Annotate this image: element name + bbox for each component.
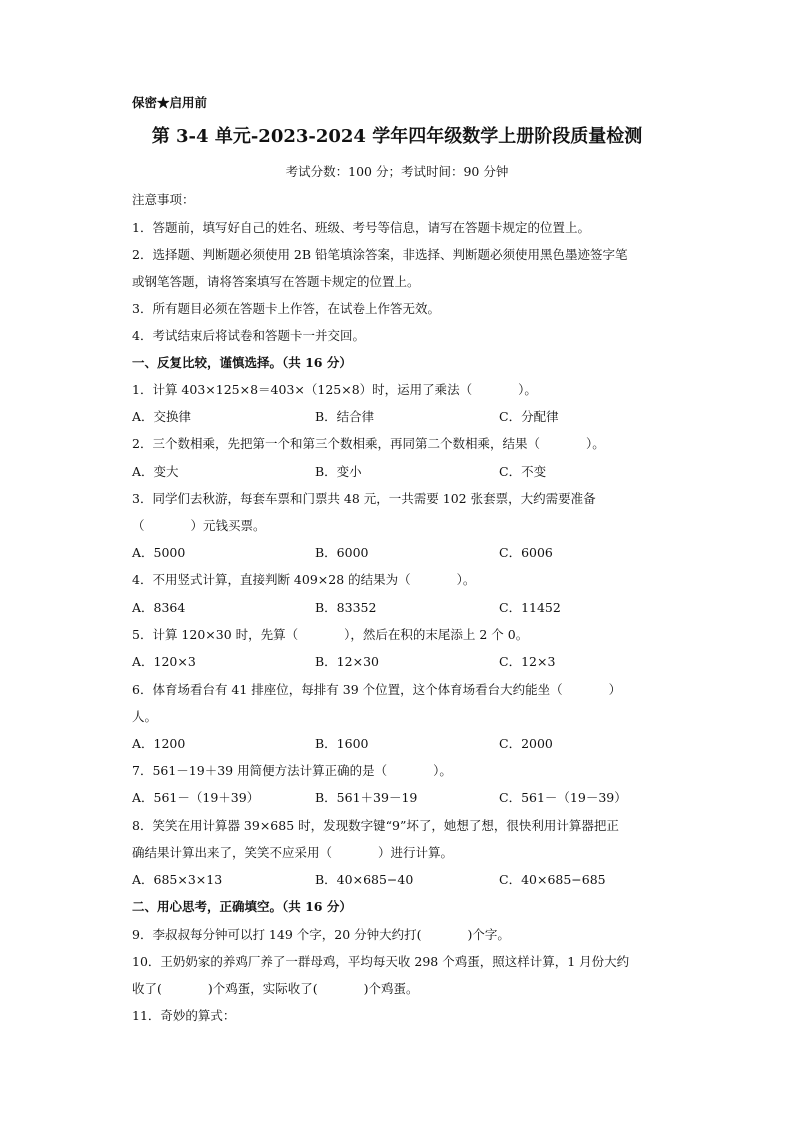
option-c[interactable]: C．2000 (499, 736, 553, 751)
option-c[interactable]: C．分配律 (499, 409, 559, 424)
question-6-options (132, 736, 692, 752)
question-8: 8．笑笑在用计算器 39×685 时，发现数字键“9”坏了，她想了想，很快利用计算器把正 (132, 818, 619, 833)
question-stem: ）。 (585, 436, 605, 451)
option-a[interactable]: A．8364 (132, 600, 186, 615)
question-3: 3．同学们去秋游，每套车票和门票共 48 元，一共需要 102 张套票，大约需要准备 (132, 491, 596, 506)
confidential-label: 保密★启用前 (132, 95, 208, 110)
question-stem: 5．计算 120×30 时，先算（ (132, 627, 299, 642)
question-stem: )个鸡蛋，实际收了( (207, 981, 318, 996)
option-c[interactable]: C．12×3 (499, 654, 556, 669)
question-4-options (132, 600, 692, 616)
option-b[interactable]: B．结合律 (315, 409, 375, 424)
option-b[interactable]: B．变小 (315, 464, 362, 479)
question-stem: ）。 (456, 572, 476, 587)
question-9 (132, 927, 510, 943)
question-stem: 4．不用竖式计算，直接判断 409×28 的结果为（ (132, 572, 411, 587)
option-a[interactable]: A．120×3 (132, 654, 196, 669)
question-4 (132, 572, 475, 588)
option-b[interactable]: B．561＋39－19 (315, 790, 418, 805)
question-stem: ）元钱买票。 (190, 518, 266, 533)
question-5 (132, 627, 528, 643)
question-stem: （ (132, 518, 145, 533)
question-stem: ）。 (518, 382, 537, 397)
notice-heading: 注意事项： (132, 192, 195, 207)
question-10-cont (132, 981, 419, 997)
option-b[interactable]: B．83352 (315, 600, 377, 615)
section-heading: 一、反复比较，谨慎选择。（共 16 分） (132, 355, 352, 370)
option-a[interactable]: A．5000 (132, 545, 186, 560)
option-c[interactable]: C．561－（19－39） (499, 790, 627, 805)
question-6-cont: 人。 (132, 709, 158, 724)
question-3-cont (132, 518, 266, 534)
question-stem: )个鸡蛋。 (363, 981, 419, 996)
question-stem: 9．李叔叔每分钟可以打 149 个字，20 分钟大约打( (132, 927, 422, 942)
question-stem: ）进行计算。 (378, 845, 454, 860)
question-1 (132, 382, 537, 398)
exam-info: 考试分数：100 分；考试时间：90 分钟 (285, 164, 509, 179)
question-stem: )个字。 (467, 927, 510, 942)
question-stem: 7．561－19＋39 用简便方法计算正确的是（ (132, 763, 388, 778)
question-7 (132, 763, 452, 779)
question-8-cont (132, 845, 453, 861)
question-2 (132, 436, 605, 452)
notice-item: 或钢笔答题，请将答案填写在答题卡规定的位置上。 (132, 274, 420, 289)
question-stem: 确结果计算出来了，笑笑不应采用（ (132, 845, 333, 860)
page-title: 第 3-4 单元-2023-2024 学年四年级数学上册阶段质量检测 (151, 126, 643, 147)
option-c[interactable]: C．6006 (499, 545, 553, 560)
question-7-options (132, 790, 692, 806)
notice-item: 3．所有题目必须在答题卡上作答，在试卷上作答无效。 (132, 301, 440, 316)
notice-item: 4．考试结束后将试卷和答题卡一并交回。 (132, 328, 365, 343)
question-stem: 收了( (132, 981, 162, 996)
question-stem: 2．三个数相乘，先把第一个和第三个数相乘，再同第二个数相乘，结果（ (132, 436, 540, 451)
question-stem: ） (608, 682, 622, 697)
option-a[interactable]: A．561－（19＋39） (132, 790, 260, 805)
question-11: 11．奇妙的算式： (132, 1008, 236, 1023)
question-stem: ），然后在积的末尾添上 2 个 0。 (344, 627, 529, 642)
option-a[interactable]: A．685×3×13 (132, 872, 223, 887)
question-stem: ）。 (433, 763, 452, 778)
question-8-options (132, 872, 692, 888)
question-2-options (132, 464, 692, 480)
notice-item: 1．答题前，填写好自己的姓名、班级、考号等信息，请写在答题卡规定的位置上。 (132, 220, 590, 235)
question-10: 10．王奶奶家的养鸡厂养了一群母鸡，平均每天收 298 个鸡蛋，照这样计算，1 月份大约 (132, 954, 630, 969)
option-a[interactable]: A．变大 (132, 464, 179, 479)
question-3-options (132, 545, 692, 561)
section-heading: 二、用心思考，正确填空。（共 16 分） (132, 899, 352, 914)
question-6 (132, 682, 621, 698)
option-b[interactable]: B．40×685−40 (315, 872, 414, 887)
option-c[interactable]: C．11452 (499, 600, 561, 615)
option-a[interactable]: A．交换律 (132, 409, 192, 424)
question-stem: 1．计算 403×125×8＝403×（125×8）时，运用了乘法（ (132, 382, 473, 397)
option-b[interactable]: B．12×30 (315, 654, 379, 669)
option-c[interactable]: C．40×685−685 (499, 872, 606, 887)
option-c[interactable]: C．不变 (499, 464, 547, 479)
option-b[interactable]: B．6000 (315, 545, 369, 560)
notice-item: 2．选择题、判断题必须使用 2B 铅笔填涂答案，非选择、判断题必须使用黑色墨迹签字笔 (132, 247, 628, 262)
question-stem: 6．体育场看台有 41 排座位，每排有 39 个位置，这个体育场看台大约能坐（ (132, 682, 563, 697)
option-b[interactable]: B．1600 (315, 736, 369, 751)
option-a[interactable]: A．1200 (132, 736, 186, 751)
question-5-options (132, 654, 692, 670)
question-1-options (132, 409, 692, 425)
